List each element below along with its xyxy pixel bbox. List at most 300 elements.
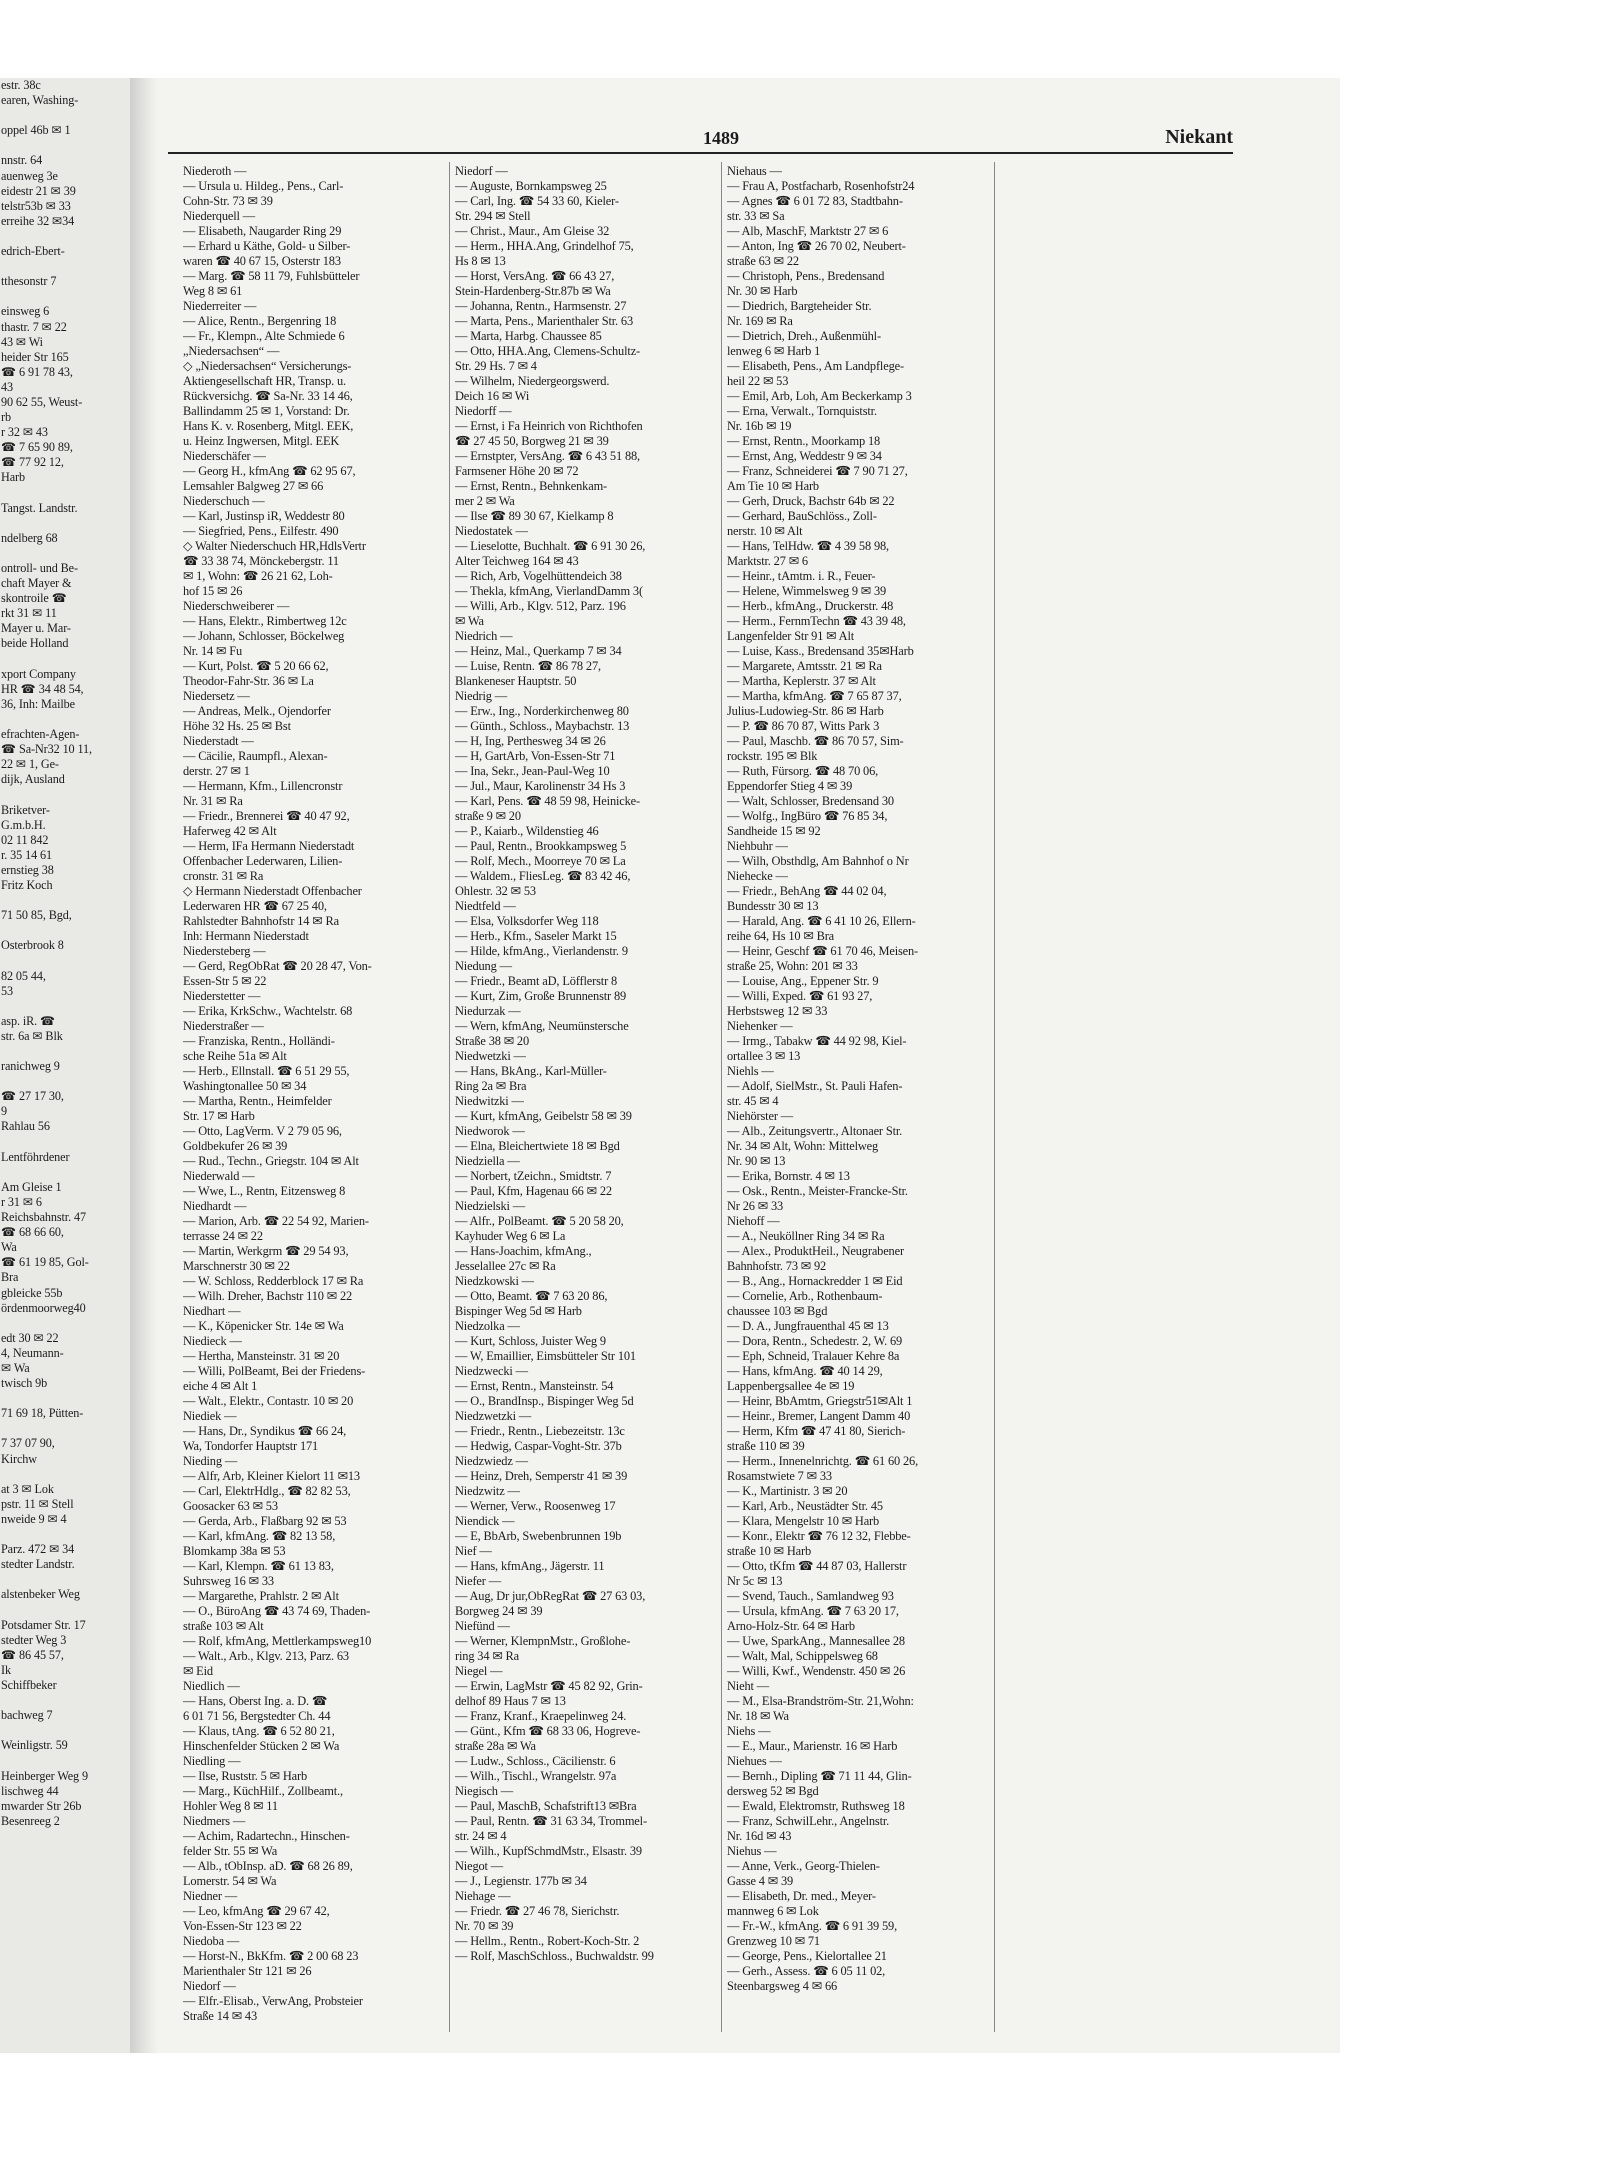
directory-entry-line: — E, BbArb, Swebenbrunnen 19b	[455, 1529, 622, 1543]
left-page-line: r 32 ✉ 43	[1, 425, 48, 440]
surname-heading: Niendick —	[455, 1514, 515, 1528]
surname-heading: Niedrich —	[455, 629, 513, 643]
left-page-line	[0, 138, 130, 153]
directory-entry-line: — Lieselotte, Buchhalt. ☎ 6 91 30 26,	[455, 539, 646, 553]
directory-entry-line: — Wolfg., IngBüro ☎ 76 85 34,	[727, 809, 888, 823]
page-number: 1489	[703, 128, 739, 148]
directory-entry-line: — Alfr, Arb, Kleiner Kielort 11 ✉13	[183, 1469, 360, 1483]
surname-heading: Nief —	[455, 1544, 492, 1558]
directory-entry-line: — Ina, Sekr., Jean-Paul-Weg 10	[455, 764, 610, 778]
left-page-line: nweide 9 ✉ 4	[1, 1511, 67, 1526]
directory-entry-line: — Wilh., Tischl., Wrangelstr. 97a	[455, 1769, 617, 1783]
directory-entry-line: Julius-Ludowieg-Str. 86 ✉ Harb	[727, 704, 884, 718]
left-page-line	[0, 1753, 130, 1768]
directory-entry-line: Hans K. v. Rosenberg, Mitgl. EEK,	[183, 419, 354, 433]
left-page-line	[0, 1044, 130, 1059]
directory-entry-line: — Hellm., Rentn., Robert-Koch-Str. 2	[455, 1934, 640, 1948]
surname-heading: Niedhardt —	[183, 1199, 247, 1213]
directory-entry-line: Washingtonallee 50 ✉ 34	[183, 1079, 307, 1093]
directory-entry-line: Blankeneser Hauptstr. 50	[455, 674, 577, 688]
directory-entry-line: delhof 89 Haus 7 ✉ 13	[455, 1694, 566, 1708]
left-page-line	[0, 546, 130, 561]
directory-entry-line: — Kurt, Polst. ☎ 5 20 66 62,	[183, 659, 329, 673]
directory-entry-line: — Friedr., Brennerei ☎ 40 47 92,	[183, 809, 350, 823]
directory-entry-line: — Gerd, RegObRat ☎ 20 28 47, Von-	[183, 959, 372, 973]
directory-entry-line: Von-Essen-Str 123 ✉ 22	[183, 1919, 302, 1933]
left-page-line: Tangst. Landstr.	[1, 500, 78, 515]
directory-entry-line: — Paul, Maschb. ☎ 86 70 57, Sim-	[727, 734, 904, 748]
directory-entry-line: — Hans, Dr., Syndikus ☎ 66 24,	[183, 1424, 347, 1438]
directory-entry-line: — Diedrich, Bargteheider Str.	[727, 299, 872, 313]
directory-entry-line: Eppendorfer Stieg 4 ✉ 39	[727, 779, 853, 793]
directory-entry-line: Kayhuder Weg 6 ✉ La	[455, 1229, 566, 1243]
directory-entry-line: — Luise, Kass., Bredensand 35✉Harb	[727, 644, 914, 658]
directory-entry-line: — Dietrich, Dreh., Außenmühl-	[727, 329, 881, 343]
directory-column-1	[183, 164, 443, 2034]
left-page-line: lischweg 44	[1, 1783, 59, 1798]
surname-heading: Niedorff —	[455, 404, 512, 418]
directory-entry-line: — O., BüroAng ☎ 43 74 69, Thaden-	[183, 1604, 371, 1618]
directory-entry-line: Essen-Str 5 ✉ 22	[183, 974, 267, 988]
left-page-line: ☎ 7 65 90 89,	[1, 440, 73, 455]
directory-entry-line: Deich 16 ✉ Wi	[455, 389, 530, 403]
left-page-line	[0, 652, 130, 667]
directory-entry-line: — Louise, Ang., Eppener Str. 9	[727, 974, 879, 988]
left-page-line	[0, 1135, 130, 1150]
directory-entry-line: ✉ Wa	[455, 614, 484, 628]
directory-entry-line: — Luise, Rentn. ☎ 86 78 27,	[455, 659, 601, 673]
directory-entry-line: — Leo, kfmAng ☎ 29 67 42,	[183, 1904, 330, 1918]
left-page-line: ontroll- und Be-	[1, 561, 78, 575]
directory-entry-line: Ring 2a ✉ Bra	[455, 1079, 527, 1093]
directory-entry-line: Steenbargsweg 4 ✉ 66	[727, 1979, 838, 1993]
directory-entry-line: — Ernst, Rentn., Moorkamp 18	[727, 434, 881, 448]
directory-entry-line: Nr 26 ✉ 33	[727, 1199, 784, 1213]
directory-entry-line: — Agnes ☎ 6 01 72 83, Stadtbahn-	[727, 194, 903, 208]
directory-entry-line: ☎ 27 45 50, Borgweg 21 ✉ 39	[455, 434, 609, 448]
directory-entry-line: — Willi, Kwf., Wendenstr. 450 ✉ 26	[727, 1664, 906, 1678]
surname-heading: Niedung —	[455, 959, 512, 973]
directory-entry-line: — Osk., Rentn., Meister-Francke-Str.	[727, 1184, 908, 1198]
directory-entry-line: Lappenbergsallee 4e ✉ 19	[727, 1379, 855, 1393]
surname-heading: Niegot —	[455, 1859, 504, 1873]
surname-heading: Niegisch —	[455, 1784, 514, 1798]
directory-entry-line: — Kurt, Schloss, Juister Weg 9	[455, 1334, 606, 1348]
directory-entry-line: Nr. 16d ✉ 43	[727, 1829, 792, 1843]
directory-entry-line: Straße 14 ✉ 43	[183, 2009, 258, 2023]
directory-entry-line: Bahnhofstr. 73 ✉ 92	[727, 1259, 827, 1273]
directory-entry-line: — Friedr., Rentn., Liebezeitstr. 13c	[455, 1424, 625, 1438]
directory-entry-line: mannweg 6 ✉ Lok	[727, 1904, 819, 1918]
left-page-line: ☎ 77 92 12,	[1, 455, 64, 470]
directory-entry-line: — Ernst, Ang, Weddestr 9 ✉ 34	[727, 449, 882, 463]
surname-heading: Niedoba —	[183, 1934, 240, 1948]
directory-entry-line: — H, Ing, Perthesweg 34 ✉ 26	[455, 734, 606, 748]
directory-entry-line: — Erhard u Käthe, Gold- u Silber-	[183, 239, 351, 253]
directory-entry-line: — B., Ang., Hornackredder 1 ✉ Eid	[727, 1274, 903, 1288]
directory-column-3	[727, 164, 987, 2034]
left-page-line: ☎ 61 19 85, Gol-	[1, 1255, 89, 1270]
directory-entry-line: — Wilhelm, Niedergeorgswerd.	[455, 374, 610, 388]
directory-entry-line: Nr. 34 ✉ Alt, Wohn: Mittelweg	[727, 1139, 879, 1153]
left-page-line: 53	[1, 983, 13, 998]
surname-heading: Niederwald —	[183, 1169, 255, 1183]
directory-entry-line: — Karl, kfmAng. ☎ 82 13 58,	[183, 1529, 336, 1543]
left-page-line	[0, 289, 130, 304]
directory-entry-line: Am Tie 10 ✉ Harb	[727, 479, 819, 493]
directory-entry-line: Hohler Weg 8 ✉ 11	[183, 1799, 278, 1813]
directory-entry-line: — Alb., Zeitungsvertr., Altonaer Str.	[727, 1124, 903, 1138]
left-page-line: Ik	[1, 1662, 11, 1677]
directory-entry-line: — J., Legienstr. 177b ✉ 34	[455, 1874, 587, 1888]
directory-entry-line: Cohn-Str. 73 ✉ 39	[183, 194, 273, 208]
directory-entry-line: — Alb., tObInsp. aD. ☎ 68 26 89,	[183, 1859, 353, 1873]
left-page-line: xport Company	[1, 666, 76, 681]
directory-entry-line: derstr. 27 ✉ 1	[183, 764, 250, 778]
directory-entry-line: — O., BrandInsp., Bispinger Weg 5d	[455, 1394, 634, 1408]
directory-entry-line: — Heinz, Mal., Querkamp 7 ✉ 34	[455, 644, 622, 658]
left-page-line: rb	[1, 410, 11, 425]
directory-entry-line: Str. 29 Hs. 7 ✉ 4	[455, 359, 537, 373]
surname-heading: Niedersetz —	[183, 689, 250, 703]
directory-entry-line: — Franz, Kranf., Kraepelinweg 24.	[455, 1709, 627, 1723]
surname-heading: Niederschweiberer —	[183, 599, 290, 613]
directory-entry-line: — Anton, Ing ☎ 26 70 02, Neubert-	[727, 239, 906, 253]
directory-entry-line: — Werner, Verw., Roosenweg 17	[455, 1499, 616, 1513]
directory-entry-line: heil 22 ✉ 53	[727, 374, 789, 388]
surname-heading: Niediek —	[183, 1409, 237, 1423]
directory-entry-line: Arno-Holz-Str. 64 ✉ Harb	[727, 1619, 855, 1633]
surname-heading: Niegel —	[455, 1664, 503, 1678]
directory-entry-line: ◇ „Niedersachsen“ Versicherungs-	[183, 359, 352, 373]
directory-entry-line: Herbstsweg 12 ✉ 33	[727, 1004, 828, 1018]
surname-heading: Nieht —	[727, 1679, 769, 1693]
left-page-line	[0, 229, 130, 244]
directory-entry-line: — Hans, BkAng., Karl-Müller-	[455, 1064, 607, 1078]
left-page-line	[0, 893, 130, 908]
directory-entry-line: — Dora, Rentn., Schedestr. 2, W. 69	[727, 1334, 903, 1348]
directory-entry-line: — Ruth, Fürsorg. ☎ 48 70 06,	[727, 764, 879, 778]
directory-entry-line: Langenfelder Str 91 ✉ Alt	[727, 629, 855, 643]
left-page-line: eidestr 21 ✉ 39	[1, 183, 76, 198]
left-page-line: alstenbeker Weg	[1, 1587, 80, 1602]
directory-entry-line: Nr. 31 ✉ Ra	[183, 794, 243, 808]
left-page-line: at 3 ✉ Lok	[1, 1481, 54, 1496]
left-page-line: ernstieg 38	[1, 862, 54, 877]
left-page-line: telstr53b ✉ 33	[1, 198, 71, 213]
surname-heading: Niedwitzki —	[455, 1094, 524, 1108]
directory-entry-line: — Rolf, MaschSchloss., Buchwaldstr. 99	[455, 1949, 654, 1963]
directory-entry-line: Höhe 32 Hs. 25 ✉ Bst	[183, 719, 291, 733]
directory-entry-line: Blomkamp 38a ✉ 53	[183, 1544, 286, 1558]
left-page-line: stedter Landstr.	[1, 1557, 75, 1572]
left-page-line	[0, 259, 130, 274]
directory-entry-line: ring 34 ✉ Ra	[455, 1649, 519, 1663]
surname-heading: Niehbuhr —	[727, 839, 788, 853]
left-page-line: rkt 31 ✉ 11	[1, 606, 57, 621]
directory-entry-line: ◇ Hermann Niederstadt Offenbacher	[183, 884, 362, 898]
directory-entry-line: dersweg 52 ✉ Bgd	[727, 1784, 819, 1798]
left-page-line	[0, 108, 130, 123]
left-page-line: heider Str 165	[1, 349, 69, 364]
directory-entry-line: Marktstr. 27 ✉ 6	[727, 554, 808, 568]
surname-heading: Niedhart —	[183, 1304, 241, 1318]
left-page-line: ndelberg 68	[1, 530, 58, 545]
directory-entry-line: straße 63 ✉ 22	[727, 254, 799, 268]
left-page-line: ✉ Wa	[1, 1360, 30, 1375]
directory-entry-line: Ballindamm 25 ✉ 1, Vorstand: Dr.	[183, 404, 350, 418]
left-page-line: ☎ 68 66 60,	[1, 1225, 64, 1240]
directory-entry-line: Lederwaren HR ☎ 67 25 40,	[183, 899, 327, 913]
directory-entry-line: — Elfr.-Elisab., VerwAng, Probsteier	[183, 1994, 363, 2008]
left-page-line: mwarder Str 26b	[1, 1798, 82, 1813]
directory-entry-line: — Herm., Innenelnrichtg. ☎ 61 60 26,	[727, 1454, 919, 1468]
directory-entry-line: — Aug, Dr jur,ObRegRat ☎ 27 63 03,	[455, 1589, 646, 1603]
directory-entry-line: — Ewald, Elektromstr, Ruthsweg 18	[727, 1799, 905, 1813]
left-page-line	[0, 999, 130, 1014]
directory-entry-line: Hinschenfelder Stücken 2 ✉ Wa	[183, 1739, 340, 1753]
directory-entry-line: reihe 64, Hs 10 ✉ Bra	[727, 929, 835, 943]
surname-heading: Niedzielski —	[455, 1199, 525, 1213]
directory-entry-line: Nr 5c ✉ 13	[727, 1574, 783, 1588]
directory-entry-line: chaussee 103 ✉ Bgd	[727, 1304, 828, 1318]
directory-entry-line: — Frau A, Postfacharb, Rosenhofstr24	[727, 179, 915, 193]
surname-heading: Niehörster —	[727, 1109, 793, 1123]
directory-entry-line: — Elisabeth, Pens., Am Landpflege-	[727, 359, 904, 373]
directory-entry-line: — Fr.-W., kfmAng. ☎ 6 91 39 59,	[727, 1919, 898, 1933]
left-page-line: 4, Neumann-	[1, 1345, 64, 1360]
directory-entry-line: — Herm, IFa Hermann Niederstadt	[183, 839, 355, 853]
surname-heading: Niehenker —	[727, 1019, 793, 1033]
surname-heading: Niedworok —	[455, 1124, 525, 1138]
directory-entry-line: — Jul., Maur, Karolinenstr 34 Hs 3	[455, 779, 626, 793]
directory-entry-line: — Achim, Radartechn., Hinschen-	[183, 1829, 350, 1843]
directory-entry-line: — Karl, Pens. ☎ 48 59 98, Heinicke-	[455, 794, 640, 808]
left-page-line: Bra	[1, 1270, 19, 1285]
directory-entry-line: — Gerh., Assess. ☎ 6 05 11 02,	[727, 1964, 886, 1978]
directory-entry-line: — Kurt, Zim, Große Brunnenstr 89	[455, 989, 627, 1003]
directory-entry-line: — Paul, Rentn., Brookkampsweg 5	[455, 839, 627, 853]
left-page-line: HR ☎ 34 48 54,	[1, 681, 84, 696]
directory-entry-line: hof 15 ✉ 26	[183, 584, 243, 598]
left-page-line: pstr. 11 ✉ Stell	[1, 1496, 74, 1511]
surname-heading: Niedwetzki —	[455, 1049, 526, 1063]
surname-heading: Niedorf —	[455, 164, 508, 178]
surname-heading: Niedner —	[183, 1889, 238, 1903]
directory-entry-line: — Carl, Ing. ☎ 54 33 60, Kieler-	[455, 194, 619, 208]
directory-entry-line: — Elisabeth, Naugarder Ring 29	[183, 224, 342, 238]
left-page-line: twisch 9b	[1, 1376, 48, 1391]
directory-entry-line: Straße 38 ✉ 20	[455, 1034, 530, 1048]
directory-entry-line: — Wwe, L., Rentn, Eitzensweg 8	[183, 1184, 346, 1198]
surname-heading: Niehage —	[455, 1889, 511, 1903]
surname-heading: Nieding —	[183, 1454, 238, 1468]
left-page-line: 82 05 44,	[1, 968, 46, 983]
left-page-line: 71 50 85, Bgd,	[1, 908, 72, 923]
directory-entry-line: Nr. 16b ✉ 19	[727, 419, 792, 433]
directory-entry-line: — Ernst, Rentn., Behnkenkam-	[455, 479, 608, 493]
surname-heading: Niedmers —	[183, 1814, 246, 1828]
directory-entry-line: Farmsener Höhe 20 ✉ 72	[455, 464, 579, 478]
left-page-line: skontroile ☎	[1, 591, 67, 606]
directory-entry-line: — Erwin, LagMstr ☎ 45 82 92, Grin-	[455, 1679, 643, 1693]
directory-entry-line: — Marion, Arb. ☎ 22 54 92, Marien-	[183, 1214, 369, 1228]
directory-entry-line: — Alex., ProduktHeil., Neugrabener	[727, 1244, 904, 1258]
left-page-line: oppel 46b ✉ 1	[1, 123, 71, 138]
directory-entry-line: Str. 294 ✉ Stell	[455, 209, 531, 223]
directory-entry-line: — Thekla, kfmAng, VierlandDamm 3(	[455, 584, 643, 598]
directory-entry-line: Nr. 90 ✉ 13	[727, 1154, 786, 1168]
directory-entry-line: — Otto, LagVerm. V 2 79 05 96,	[183, 1124, 342, 1138]
directory-entry-line: straße 28a ✉ Wa	[455, 1739, 536, 1753]
directory-entry-line: — Paul, Rentn. ☎ 31 63 34, Trommel-	[455, 1814, 647, 1828]
directory-entry-line: str. 24 ✉ 4	[455, 1829, 507, 1843]
directory-entry-line: ✉ 1, Wohn: ☎ 26 21 62, Loh-	[183, 569, 333, 583]
directory-entry-line: — Christoph, Pens., Bredensand	[727, 269, 885, 283]
directory-entry-line: — P. ☎ 86 70 87, Witts Park 3	[727, 719, 880, 733]
directory-entry-line: rockstr. 195 ✉ Blk	[727, 749, 818, 763]
directory-entry-line: — Ernst, Rentn., Mansteinstr. 54	[455, 1379, 614, 1393]
directory-entry-line: — Wilh. Dreher, Bachstr 110 ✉ 22	[183, 1289, 353, 1303]
left-page-line: nnstr. 64	[1, 153, 43, 168]
directory-entry-line: — Hans, Oberst Ing. a. D. ☎	[183, 1694, 328, 1708]
directory-entry-line: — George, Pens., Kielortallee 21	[727, 1949, 887, 1963]
directory-entry-line: — Hans-Joachim, kfmAng.,	[455, 1244, 592, 1258]
directory-entry-line: — Herm., HHA.Ang, Grindelhof 75,	[455, 239, 634, 253]
directory-entry-line: — Hedwig, Caspar-Voght-Str. 37b	[455, 1439, 622, 1453]
directory-entry-line: — Martin, Werkgrm ☎ 29 54 93,	[183, 1244, 349, 1258]
directory-entry-line: — Margarete, Amtsstr. 21 ✉ Ra	[727, 659, 882, 673]
directory-entry-line: — Walt, Mal, Schippelsweg 68	[727, 1649, 878, 1663]
directory-entry-line: Offenbacher Lederwaren, Lilien-	[183, 854, 343, 868]
surname-heading: Niedersteberg —	[183, 944, 266, 958]
surname-heading: Niedostatek —	[455, 524, 528, 538]
surname-heading: Niedzkowski —	[455, 1274, 534, 1288]
left-page-line: str. 6a ✉ Blk	[1, 1028, 63, 1043]
directory-entry-line: — Heinz, Dreh, Semperstr 41 ✉ 39	[455, 1469, 628, 1483]
left-page-line	[0, 1693, 130, 1708]
directory-entry-line: — A., Neuköllner Ring 34 ✉ Ra	[727, 1229, 885, 1243]
directory-entry-line: — Heinr, BbAmtm, Griegstr51✉Alt 1	[727, 1394, 913, 1408]
directory-column-2	[455, 164, 715, 2034]
directory-entry-line: — Rud., Techn., Griegstr. 104 ✉ Alt	[183, 1154, 359, 1168]
directory-entry-line: — Ilse, Ruststr. 5 ✉ Harb	[183, 1769, 307, 1783]
left-page-line: ranichweg 9	[1, 1059, 60, 1074]
directory-entry-line: — Siegfried, Pens., Eilfestr. 490	[183, 524, 339, 538]
directory-entry-line: — Elna, Bleichertwiete 18 ✉ Bgd	[455, 1139, 620, 1153]
surname-heading: Niedrig —	[455, 689, 507, 703]
directory-entry-line: — Herm., FernmTechn ☎ 43 39 48,	[727, 614, 906, 628]
left-page-line: Fritz Koch	[1, 877, 53, 892]
left-page-line: edrich-Ebert-	[1, 244, 65, 259]
surname-heading: Niehecke —	[727, 869, 788, 883]
directory-entry-line: Rahlstedter Bahnhofstr 14 ✉ Ra	[183, 914, 339, 928]
left-page-line	[0, 1527, 130, 1542]
left-page-line: earen, Washing-	[1, 93, 79, 108]
left-page-line: 7 37 07 90,	[1, 1436, 55, 1451]
directory-entry-line: — Christ., Maur., Am Gleise 32	[455, 224, 610, 238]
surname-heading: Niehoff —	[727, 1214, 780, 1228]
left-page-line: auenweg 3e	[1, 168, 58, 183]
directory-entry-line: — Heinr., Bremer, Langent Damm 40	[727, 1409, 911, 1423]
directory-entry-line: — Johanna, Rentn., Harmsenstr. 27	[455, 299, 627, 313]
left-page-line: erreihe 32 ✉34	[1, 213, 75, 228]
left-page-line: Besenreeg 2	[1, 1813, 60, 1828]
left-page-line: tthesonstr 7	[1, 274, 57, 289]
surname-heading: Niederoth —	[183, 164, 247, 178]
directory-entry-line: ortallee 3 ✉ 13	[727, 1049, 801, 1063]
directory-entry-line: Nr. 14 ✉ Fu	[183, 644, 242, 658]
directory-entry-line: Rosamstwiete 7 ✉ 33	[727, 1469, 832, 1483]
directory-entry-line: — Erw., Ing., Norderkirchenweg 80	[455, 704, 629, 718]
directory-entry-line: — Paul, MaschB, Schafstrift13 ✉Bra	[455, 1799, 637, 1813]
directory-entry-line: — Hilde, kfmAng., Vierlandenstr. 9	[455, 944, 628, 958]
directory-entry-line: — Friedr., BehAng ☎ 44 02 04,	[727, 884, 887, 898]
directory-entry-line: — Konr., Elektr ☎ 76 12 32, Flebbe-	[727, 1529, 911, 1543]
directory-entry-line: — Emil, Arb, Loh, Am Beckerkamp 3	[727, 389, 912, 403]
left-page-line: einsweg 6	[1, 304, 50, 319]
directory-entry-line: Suhrsweg 16 ✉ 33	[183, 1574, 274, 1588]
surname-heading: Niederschuch —	[183, 494, 265, 508]
directory-entry-line: — Karl, Klempn. ☎ 61 13 83,	[183, 1559, 334, 1573]
directory-entry-line: — Franziska, Rentn., Holländi-	[183, 1034, 335, 1048]
directory-entry-line: — Alb, MaschF, Marktstr 27 ✉ 6	[727, 224, 889, 238]
directory-entry-line: — Cäcilie, Raumpfl., Alexan-	[183, 749, 328, 763]
surname-heading: Niederstraßer —	[183, 1019, 264, 1033]
surname-heading: Niehues —	[727, 1754, 782, 1768]
directory-entry-line: straße 103 ✉ Alt	[183, 1619, 264, 1633]
directory-entry-line: str. 33 ✉ Sa	[727, 209, 785, 223]
directory-entry-line: — Bernh., Dipling ☎ 71 11 44, Glin-	[727, 1769, 912, 1783]
column-rule	[994, 162, 995, 2032]
directory-entry-line: Gasse 4 ✉ 39	[727, 1874, 794, 1888]
directory-entry-line: — Gerh, Druck, Bachstr 64b ✉ 22	[727, 494, 895, 508]
directory-entry-line: — Norbert, tZeichn., Smidtstr. 7	[455, 1169, 612, 1183]
left-page-line	[0, 923, 130, 938]
directory-entry-line: Weg 8 ✉ 61	[183, 284, 243, 298]
left-page-line: r 31 ✉ 6	[1, 1194, 42, 1209]
surname-heading: Niehus —	[727, 1844, 777, 1858]
directory-entry-line: Stein-Hardenberg-Str.87b ✉ Wa	[455, 284, 611, 298]
surname-heading: Niefer —	[455, 1574, 501, 1588]
left-page-line: 22 ✉ 1, Ge-	[1, 757, 59, 772]
directory-entry-line: straße 110 ✉ 39	[727, 1439, 805, 1453]
left-page-line: estr. 38c	[1, 78, 41, 92]
surname-heading: Niedlich —	[183, 1679, 240, 1693]
directory-entry-line: str. 45 ✉ 4	[727, 1094, 779, 1108]
directory-entry-line: — Hans, kfmAng. ☎ 40 14 29,	[727, 1364, 883, 1378]
directory-entry-line: — Klaus, tAng. ☎ 6 52 80 21,	[183, 1724, 335, 1738]
surname-heading: Niedling —	[183, 1754, 241, 1768]
left-page-line: thastr. 7 ✉ 22	[1, 319, 67, 334]
directory-entry-line: — Willi, Exped. ☎ 61 93 27,	[727, 989, 873, 1003]
directory-entry-line: — Anne, Verk., Georg-Thielen-	[727, 1859, 880, 1873]
left-page-line: edt 30 ✉ 22	[1, 1330, 59, 1345]
surname-heading: Niederschäfer —	[183, 449, 266, 463]
directory-entry-line: — Harald, Ang. ☎ 6 41 10 26, Ellern-	[727, 914, 916, 928]
left-page-line: Lentföhrdener	[1, 1149, 70, 1164]
directory-entry-line: — Hermann, Kfm., Lillencronstr	[183, 779, 343, 793]
left-page-line: ☎ 27 17 30,	[1, 1089, 64, 1104]
surname-heading: Niefünd —	[455, 1619, 510, 1633]
directory-entry-line: — Marta, Pens., Marienthaler Str. 63	[455, 314, 634, 328]
left-page-line: G.m.b.H.	[1, 817, 46, 832]
directory-entry-line: — Erna, Verwalt., Tornquiststr.	[727, 404, 877, 418]
directory-entry-line: — Martha, Keplerstr. 37 ✉ Alt	[727, 674, 876, 688]
directory-entry-line: Nr. 18 ✉ Wa	[727, 1709, 789, 1723]
directory-entry-line: — K., Köpenicker Str. 14e ✉ Wa	[183, 1319, 344, 1333]
directory-entry-line: — Auguste, Bornkampsweg 25	[455, 179, 607, 193]
